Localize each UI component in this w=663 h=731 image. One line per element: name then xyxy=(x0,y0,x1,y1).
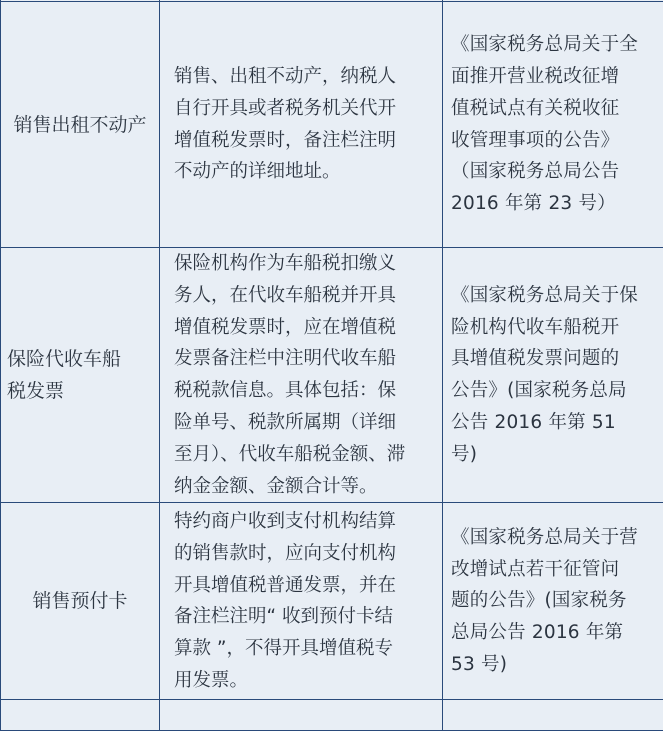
requirement-text: 险单号、税款所属期（详细 xyxy=(174,407,432,439)
basis-text: 面推开营业税改征增 xyxy=(451,61,657,93)
requirement-text: 自行开具或者税务机关代开 xyxy=(174,93,432,125)
basis-text: 收管理事项的公告》 xyxy=(451,125,657,157)
category-text: 销售出租不动产 xyxy=(7,109,153,141)
category-cell xyxy=(1,248,160,503)
category-cell xyxy=(1,503,160,700)
requirement-text: 销售、出租不动产，纳税人 xyxy=(174,61,432,93)
basis-text: 公告 2016 年第 51 xyxy=(451,407,657,439)
requirement-text: 增值税发票时，备注栏注明 xyxy=(174,125,432,157)
basis-text: 《国家税务总局关于全 xyxy=(451,29,657,61)
category-text: 销售预付卡 xyxy=(7,585,153,617)
requirement-cell xyxy=(160,2,443,248)
basis-text: 值税试点有关税收征 xyxy=(451,93,657,125)
basis-text: 具增值税发票问题的 xyxy=(451,343,657,375)
basis-text: 总局公告 2016 年第 xyxy=(451,617,657,649)
category-cell xyxy=(1,2,160,248)
basis-text: （国家税务总局公告 xyxy=(451,156,657,188)
table-row xyxy=(1,503,663,700)
basis-text: 号) xyxy=(451,439,657,471)
requirement-text: 务人，在代收车船税并开具 xyxy=(174,280,432,312)
requirement-text: 特约商户收到支付机构结算 xyxy=(174,506,432,538)
requirement-text: 开具增值税普通发票，并在 xyxy=(174,570,432,602)
basis-text: 公告》(国家税务总局 xyxy=(451,375,657,407)
table-row xyxy=(1,248,663,503)
requirement-text: 增值税发票时，应在增值税 xyxy=(174,312,432,344)
requirement-text: 至月）、代收车船税金额、滞 xyxy=(174,439,432,471)
basis-cell xyxy=(443,503,663,700)
requirement-text: 备注栏注明“ 收到预付卡结 xyxy=(174,601,432,633)
basis-text: 险机构代收车船税开 xyxy=(451,312,657,344)
category-text: 税发票 xyxy=(7,375,153,407)
basis-cell xyxy=(443,2,663,248)
requirement-cell xyxy=(160,248,443,503)
requirement-text: 算款 ”，不得开具增值税专 xyxy=(174,633,432,665)
requirement-text: 纳金金额、金额合计等。 xyxy=(174,471,432,503)
basis-text: 53 号) xyxy=(451,649,657,681)
requirement-text: 保险机构作为车船税扣缴义 xyxy=(174,248,432,280)
basis-text: 改增试点若干征管问 xyxy=(451,554,657,586)
requirement-text: 的销售款时，应向支付机构 xyxy=(174,538,432,570)
basis-text: 题的公告》(国家税务 xyxy=(451,585,657,617)
requirement-text: 用发票。 xyxy=(174,665,432,697)
requirement-text: 税税款信息。具体包括：保 xyxy=(174,375,432,407)
requirement-text: 发票备注栏中注明代收车船 xyxy=(174,343,432,375)
basis-text: 《国家税务总局关于营 xyxy=(451,522,657,554)
table-row xyxy=(1,2,663,248)
basis-text: 2016 年第 23 号） xyxy=(451,188,657,220)
basis-cell xyxy=(443,248,663,503)
category-text: 保险代收车船 xyxy=(7,343,153,375)
basis-text: 《国家税务总局关于保 xyxy=(451,280,657,312)
requirement-text: 不动产的详细地址。 xyxy=(174,156,432,188)
requirement-cell xyxy=(160,503,443,700)
